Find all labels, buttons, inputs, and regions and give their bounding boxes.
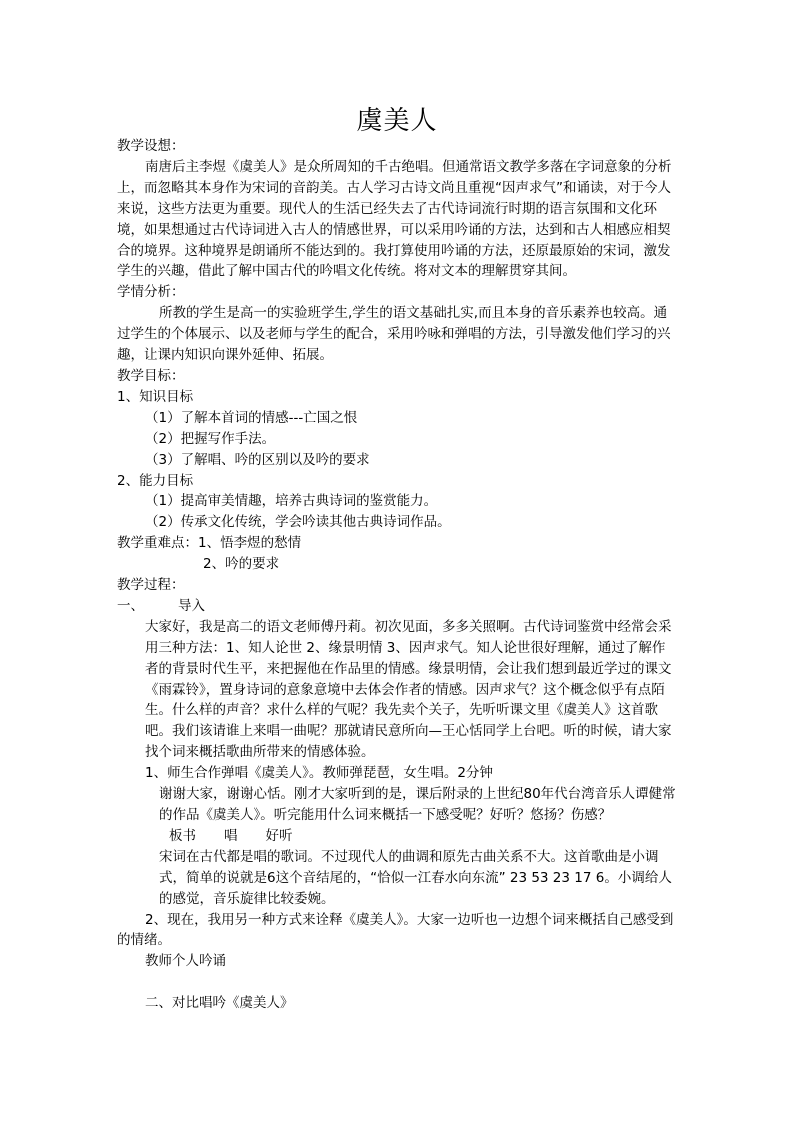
teacher-recite: 教师个人吟诵 — [145, 953, 226, 970]
key-points-label: 教学重难点： — [117, 535, 198, 552]
key-point-item: 1、悟李煜的愁情 — [198, 535, 302, 552]
step1-heading — [117, 596, 677, 617]
design-paragraph: 南唐后主李煜《虞美人》是众所周知的千古绝唱。但通常语文教学多落在字词意象的分析上，而忽略其本身作为宋词的音韵美。古人学习古诗文尚且重视“因声求气”和诵读，对于今人来说，这些方法更为重要。现代人的生活已经失去了古代诗词流行时期的语言氛围和文化环境，如果想通过古代诗词进入古人的情感世界，可以采用吟诵的方法，达到和古人相感应相契合的境界。这种境界是朗诵所不能达到的。我打算使用吟诵的方法，还原最原始的宋词，激发学生的兴趣，借此了解中国古代的吟唱文化传统。将对文本的理解贯穿其间。 — [117, 158, 672, 280]
goal1-item: （2）把握写作手法。 — [145, 430, 276, 447]
analysis-paragraph: 所教的学生是高一的实验班学生,学生的语文基础扎实,而且本身的音乐素养也较高。通过学生的个体展示、以及老师与学生的配合，采用吟咏和弹唱的方法，引导激发他们学习的兴趣，让课内知识向课外延伸、拓展。 — [117, 305, 671, 364]
key-point-item: 2、吟的要求 — [203, 556, 280, 573]
goal1-heading: 1、知识目标 — [117, 388, 194, 405]
key-points-line — [117, 533, 677, 554]
step1-label: 导入 — [178, 597, 205, 614]
goal2-item: （1）提高审美情趣，培养古典诗词的鉴赏能力。 — [145, 493, 438, 510]
sub-step-1: 1、师生合作弹唱《虞美人》。教师弹琵琶，女生唱。2分钟 — [145, 765, 493, 782]
intro-paragraph: 大家好，我是高二的语文老师傅丹莉。初次见面，多多关照啊。古代诗词鉴赏中经常会采用三种方法：1、知人论世 2、缘景明情 3、因声求气。知人论世很好理解，通过了解作者的背景时代生平，来把握他在作品里的情感。缘景明情，会让我们想到最近学过的课文《雨霖铃》，置身诗词的意象意境中去体会作者的情感。因声求气？这个概念似乎有点陌生。什么样的声音？求什么样的气呢？我先卖个关子，先听听课文里《虞美人》这首歌吧。我们该请谁上来唱一曲呢？那就请民意所向—王心恬同学上台吧。听的时候，请大家找个词来概括歌曲所带来的情感体验。 — [145, 618, 672, 761]
analysis-heading: 学情分析： — [117, 284, 185, 301]
design-heading: 教学设想： — [117, 138, 185, 154]
board-item: 好听 — [265, 827, 293, 844]
sub-step-2: 2、现在，我用另一种方式来诠释《虞美人》。大家一边听也一边想个词来概括自己感受到的情绪。 — [117, 911, 674, 949]
goal1-item: （1）了解本首词的情感---亡国之恨 — [145, 409, 358, 426]
step2-heading: 二、对比唱吟《虞美人》 — [145, 995, 294, 1012]
goal2-heading: 2、能力目标 — [117, 472, 194, 489]
board-line — [117, 826, 677, 847]
goal2-item: （2）传承文化传统，学会吟读其他古典诗词作品。 — [145, 514, 451, 531]
board-item: 唱 — [224, 827, 238, 844]
page-title: 虞美人 — [356, 106, 438, 136]
thanks-paragraph: 谢谢大家，谢谢心恬。刚才大家听到的是，课后附录的上世纪80年代台湾音乐人谭健常的作品《虞美人》。听完能用什么词来概括一下感受呢？好听？悠扬？伤感？ — [159, 786, 676, 823]
board-label: 板书 — [169, 827, 196, 844]
document-body — [117, 136, 677, 1014]
process-heading: 教学过程： — [117, 577, 185, 594]
goal1-item: （3）了解唱、吟的区别以及吟的要求 — [145, 451, 370, 468]
goals-heading: 教学目标： — [117, 367, 185, 384]
song-paragraph: 宋词在古代都是唱的歌词。不过现代人的曲调和原先古曲关系不大。这首歌曲是小调式，简单的说就是6这个音结尾的，“恰似一江春水向东流” 23 53 23 17 6。小调给人的感觉，音乐旋律比较委婉。 — [159, 848, 672, 907]
step1-number: 一、 — [117, 597, 144, 614]
blank-line — [117, 972, 677, 993]
